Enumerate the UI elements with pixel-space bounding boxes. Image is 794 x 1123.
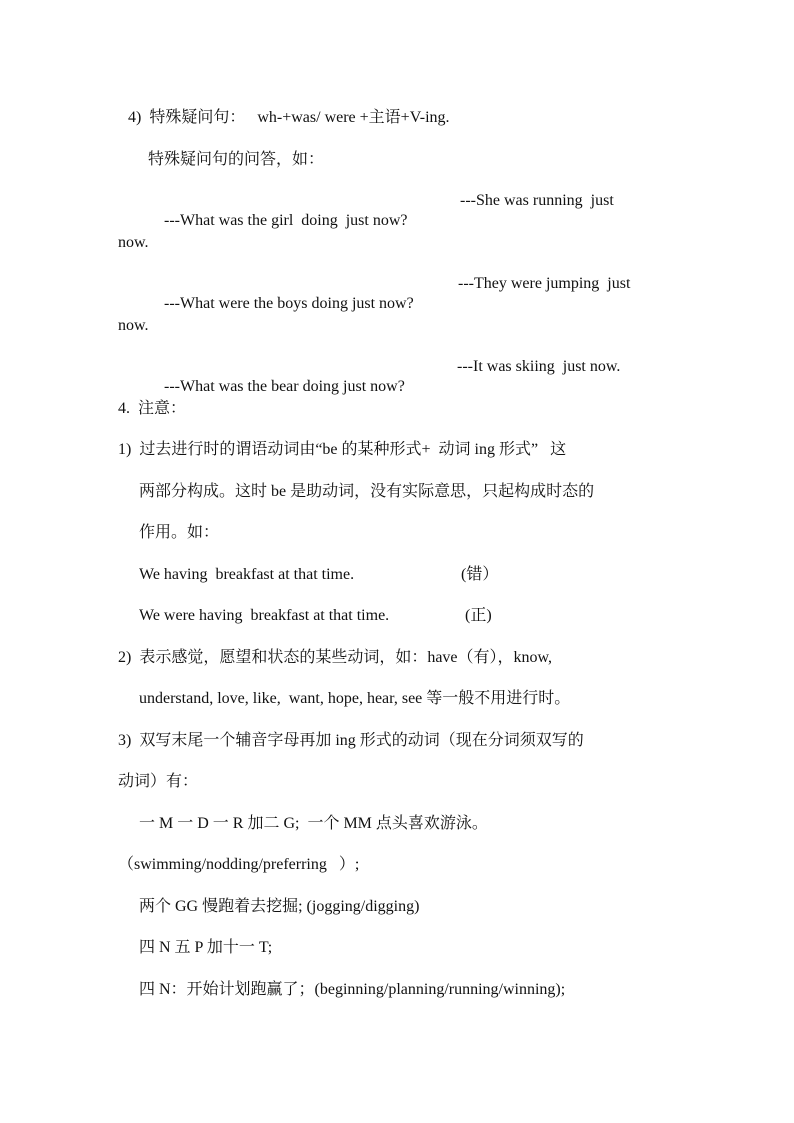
text-line: understand, love, like, want, hope, hear, see 等一般不用进行时。 (139, 690, 571, 707)
example-mark: (错） (461, 566, 499, 583)
question-text: ---What were the boys doing just now? (164, 295, 414, 312)
text-line: now. (118, 317, 149, 334)
text-line: 3) 双写末尾一个辅音字母再加 ing 形式的动词（现在分词须双写的 (118, 732, 584, 749)
question-text: ---What was the bear doing just now? (164, 378, 405, 395)
text-line: 2) 表示感觉，愿望和状态的某些动词，如：have（有），know, (118, 649, 553, 666)
section-heading: 4. 注意： (118, 400, 187, 417)
answer-text: ---It was skiing just now. (457, 358, 621, 375)
example-mark: (正) (465, 607, 492, 624)
text-line: 动词）有： (118, 773, 199, 790)
qa-line (148, 274, 414, 334)
answer-text: ---She was running just (460, 192, 614, 209)
qa-line (148, 191, 408, 251)
text-line: 4) 特殊疑问句： wh-+was/ were +主语+V-ing. (128, 109, 450, 126)
text-line: 一 M 一 D 一 R 加二 G; 一个 MM 点头喜欢游泳。 (139, 815, 488, 832)
text-line: now. (118, 234, 149, 251)
text-line: 四 N 五 P 加十一 T; (139, 939, 273, 956)
text-line: 两个 GG 慢跑着去挖掘; (jogging/digging) (139, 898, 420, 915)
text-line: （swimming/nodding/preferring ）; (118, 856, 360, 873)
example-line: We were having breakfast at that time. (139, 607, 390, 624)
qa-line (148, 357, 405, 417)
answer-text: ---They were jumping just (458, 275, 631, 292)
example-line: We having breakfast at that time. (139, 566, 355, 583)
text-line: 1) 过去进行时的谓语动词由“be 的某种形式+ 动词 ing 形式” 这 (118, 441, 567, 458)
question-text: ---What was the girl doing just now? (164, 212, 408, 229)
text-line: 四 N：开始计划跑赢了；(beginning/planning/running/winning); (139, 981, 566, 998)
text-line: 作用。如： (139, 524, 220, 541)
text-line: 特殊疑问句的问答，如： (148, 151, 325, 168)
text-line: 两部分构成。这时 be 是助动词，没有实际意思，只起构成时态的 (139, 483, 595, 500)
